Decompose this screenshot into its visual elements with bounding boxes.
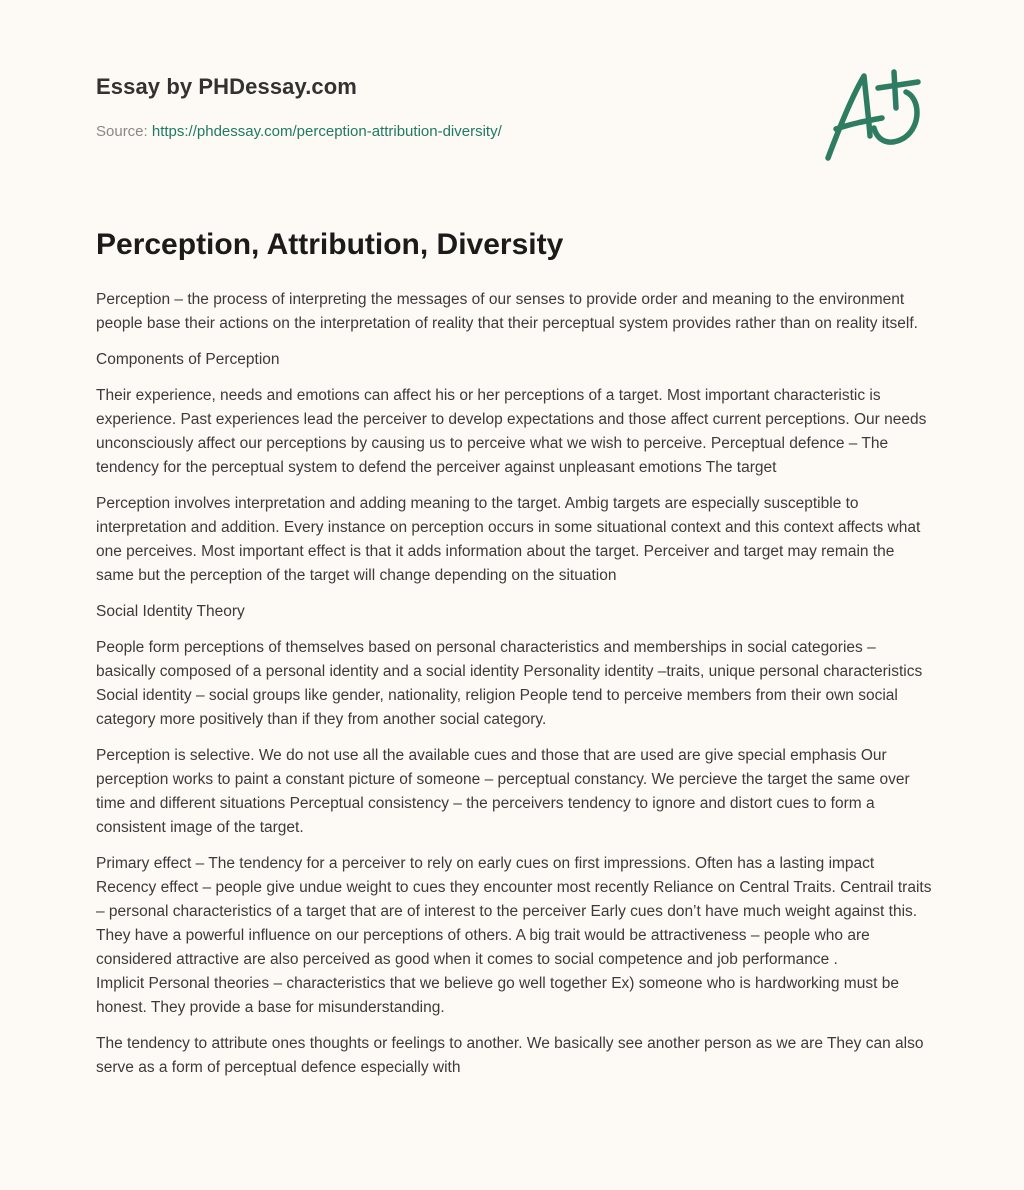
source-link[interactable]: https://phdessay.com/perception-attribution-diversity/ xyxy=(151,123,502,140)
paragraph-primary-effect: Primary effect – The tendency for a perceiver to rely on early cues on first impressions. Often has a lasting impact Recency effect – people give undue weight to cues they encounter most recently Reliance on Central Traits. Centrail traits – personal characteristics of a target that are of interest to the perceiver Early cues don’t have much weight against this. They have a powerful influence on our perceptions of others. A big trait would be attractiveness – people who are considered attractive are also perceived as good when it comes to social competence and job performance . xyxy=(96,855,932,968)
subheading-social-identity: Social Identity Theory xyxy=(96,603,245,620)
paragraph-definition: Perception – the process of interpreting the messages of our senses to provide order and meaning to the environment people base their actions on the interpretation of reality that their perceptual system provides rather than on reality itself. xyxy=(96,291,918,332)
paragraph-social-identity: People form perceptions of themselves based on personal characteristics and memberships in social categories – basically composed of a personal identity and a social identity Personality identity –traits, unique personal characteristics Social identity – social groups like gender, nationality, religion People tend to perceive members from their own social category more positively than if they from another social category. xyxy=(96,639,923,728)
paragraph-perceiver: Their experience, needs and emotions can affect his or her perceptions of a target. Most important characteristic is experience. Past experiences lead the perceiver to develop expectations and those affect current perceptions. Our needs unconsciously affect our perceptions by causing us to perceive what we wish to perceive. Perceptual defence – The tendency for the perceptual system to defend the perceiver against unpleasant emotions The target xyxy=(96,387,927,476)
paragraph-implicit-theories: Implicit Personal theories – characteristics that we believe go well together Ex) someone who is hardworking must be honest. They provide a base for misunderstanding. xyxy=(96,975,899,1016)
site-title: Essay by PHDessay.com xyxy=(96,74,357,99)
source-line xyxy=(96,123,502,140)
subheading-components: Components of Perception xyxy=(96,351,280,368)
paragraph-selective: Perception is selective. We do not use all the available cues and those that are used are give special emphasis Our perception works to paint a constant picture of someone – perceptual constancy. We percieve the target the same over time and different situations Perceptual consistency – the perceivers tendency to ignore and distort cues to form a consistent image of the target. xyxy=(96,747,910,836)
source-label: Source: xyxy=(96,123,148,140)
essay-content xyxy=(96,224,936,1092)
a-plus-grade-icon xyxy=(822,66,932,166)
essay-header xyxy=(96,0,936,200)
paragraph-projection: The tendency to attribute ones thoughts or feelings to another. We basically see another person as we are They can also serve as a form of perceptual defence especially with xyxy=(96,1035,924,1076)
paragraph-target: Perception involves interpretation and adding meaning to the target. Ambig targets are especially susceptible to interpretation and addition. Every instance on perception occurs in some situational context and this context affects what one perceives. Most important effect is that it adds information about the target. Perceiver and target may remain the same but the perception of the target will change depending on the situation xyxy=(96,495,921,584)
page-title: Perception, Attribution, Diversity xyxy=(96,228,564,261)
